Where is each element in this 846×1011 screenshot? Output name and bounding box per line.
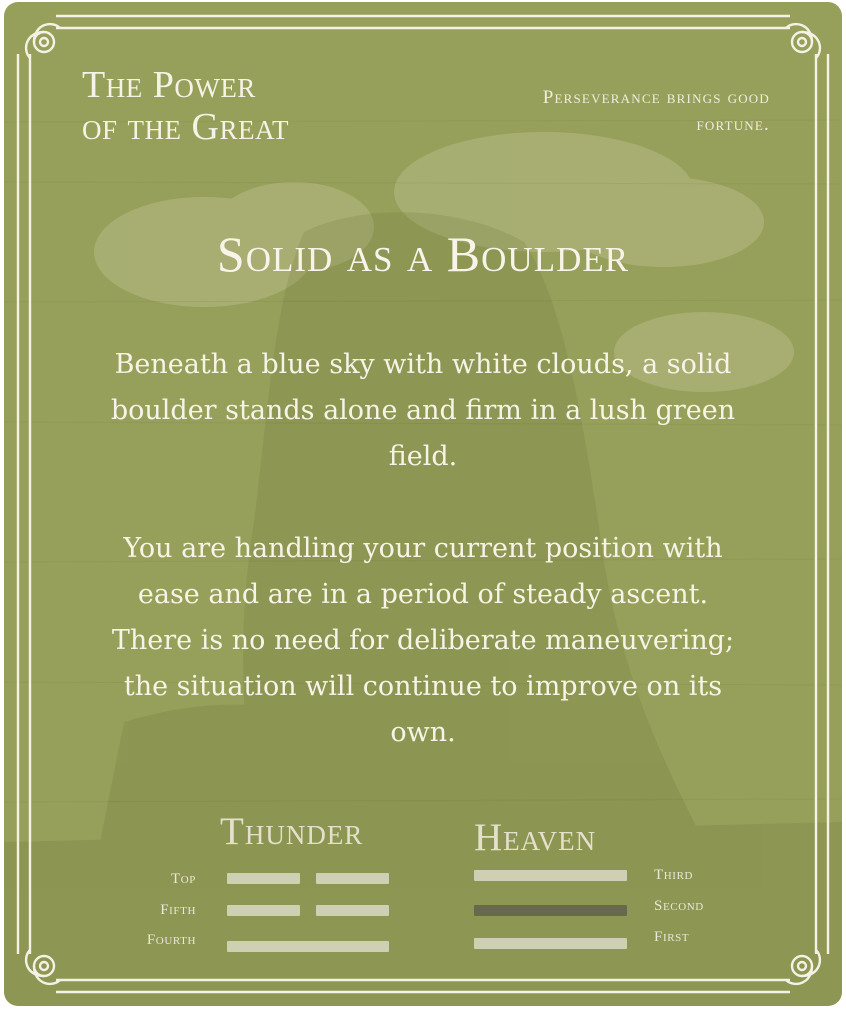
motto-line-2: fortune. <box>696 114 770 135</box>
line-label-fourth: Fourth <box>146 932 196 948</box>
title-line-1: The Power <box>82 64 256 106</box>
line-label-fifth: Fifth <box>160 902 196 918</box>
hexagram-title <box>82 64 402 148</box>
third-line <box>474 870 627 881</box>
lower-trigram-name: Heaven <box>474 816 597 859</box>
top-line-right-segment <box>316 873 389 884</box>
top-line-left-segment <box>227 873 300 884</box>
fourth-line <box>227 941 389 952</box>
line-label-first: First <box>654 929 690 945</box>
image-description: Beneath a blue sky with white clouds, a solid boulder stands alone and firm in a lush green field. <box>110 349 736 472</box>
hexagram-card <box>4 2 842 1006</box>
fifth-line-left-segment <box>227 905 300 916</box>
upper-trigram-name: Thunder <box>220 810 364 853</box>
judgment-motto <box>474 84 770 138</box>
first-line <box>474 938 627 949</box>
line-label-top: Top <box>170 871 196 887</box>
motto-line-1: Perseverance brings good <box>542 87 770 108</box>
reading-text <box>100 342 746 802</box>
image-heading: Solid as a Boulder <box>216 226 630 282</box>
interpretation: You are handling your current position with ease and are in a period of steady ascent. There is no need for deliberate maneuvering; the situation will continue to improve on its own. <box>111 533 735 748</box>
second-line <box>474 905 627 916</box>
fifth-line-right-segment <box>316 905 389 916</box>
line-label-third: Third <box>654 867 694 883</box>
line-label-second: Second <box>654 898 704 914</box>
title-line-2: of the Great <box>82 106 289 148</box>
